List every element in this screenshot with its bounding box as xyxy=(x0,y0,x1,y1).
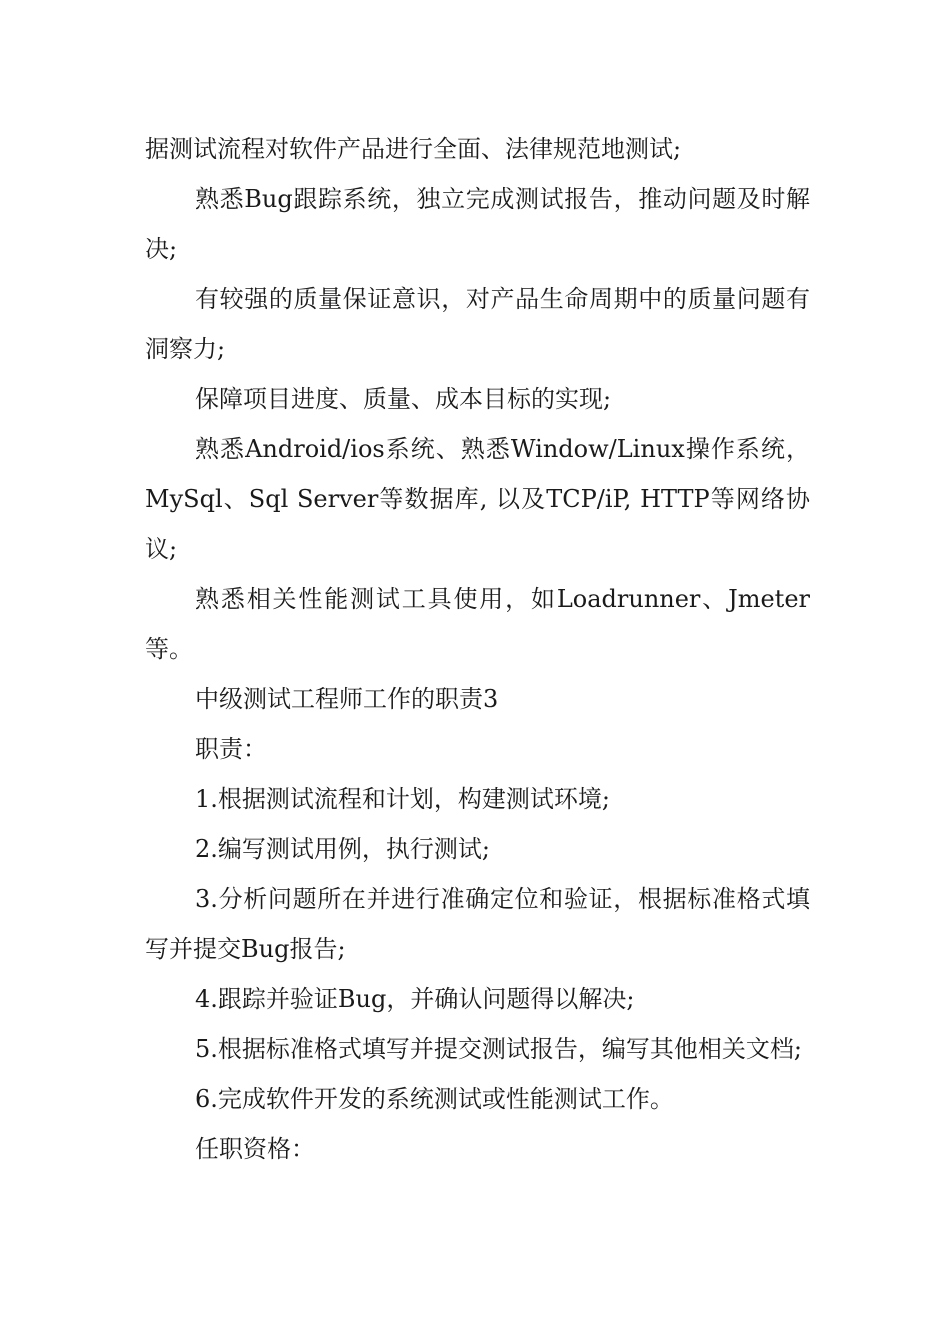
document-body xyxy=(145,124,810,1174)
paragraph: 熟悉相关性能测试工具使用，如Loadrunner、Jmeter等。 xyxy=(145,585,810,663)
list-item: 4.跟踪并验证Bug，并确认问题得以解决; xyxy=(195,985,635,1013)
paragraph: 保障项目进度、质量、成本目标的实现; xyxy=(195,385,612,413)
list-item: 6.完成软件开发的系统测试或性能测试工作。 xyxy=(195,1085,674,1113)
subheading-qualifications: 任职资格： xyxy=(195,1135,315,1163)
paragraph: 据测试流程对软件产品进行全面、法律规范地测试; xyxy=(145,135,682,163)
list-item: 3.分析问题所在并进行准确定位和验证，根据标准格式填写并提交Bug报告; xyxy=(145,885,810,963)
list-item: 1.根据测试流程和计划，构建测试环境; xyxy=(195,785,610,813)
section-heading: 中级测试工程师工作的职责3 xyxy=(195,685,499,713)
paragraph: 熟悉Android/ios系统、熟悉Window/Linux操作系统，MySql、Sql Server等数据库, 以及TCP/iP, HTTP等网络协议; xyxy=(145,435,810,563)
list-item: 5.根据标准格式填写并提交测试报告，编写其他相关文档; xyxy=(195,1035,802,1063)
list-item: 2.编写测试用例，执行测试; xyxy=(195,835,490,863)
paragraph: 有较强的质量保证意识，对产品生命周期中的质量问题有洞察力; xyxy=(145,285,810,363)
paragraph: 熟悉Bug跟踪系统，独立完成测试报告，推动问题及时解决; xyxy=(145,185,810,263)
subheading-duties: 职责： xyxy=(195,735,267,763)
